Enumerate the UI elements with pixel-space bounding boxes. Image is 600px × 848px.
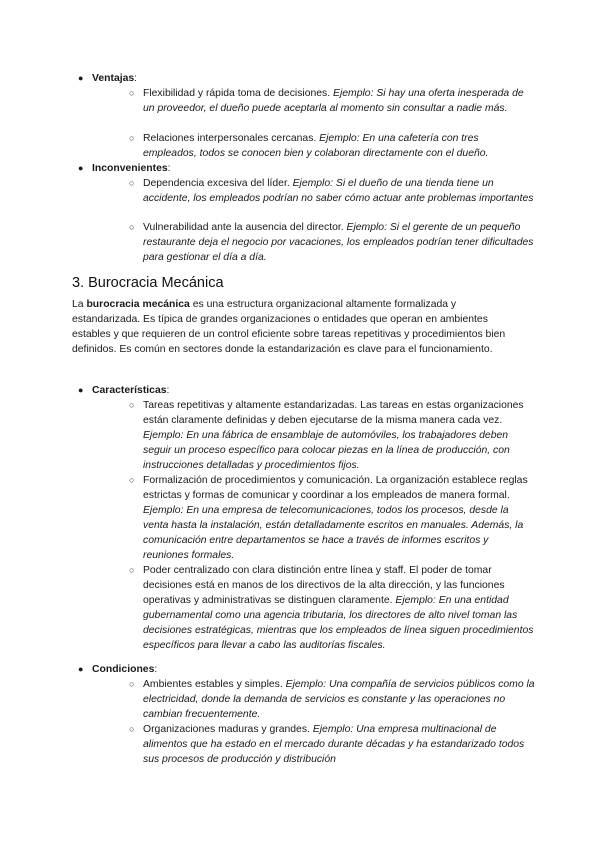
condiciones-heading: ● Condiciones: (78, 664, 158, 675)
circle-bullet-icon: ○ (129, 679, 135, 689)
list-item: ○ Poder centralizado con clara distinción entre línea y staff. El poder de tomar decisiones está en manos de los directivos de la alta dirección, y las funciones operativas y administrativas se distinguen claramente. Ejemplo: En una entidad gubernamental como una agencia tributaria, los directores de alto nivel toman las decisiones estratégicas, mientras que los empleados de línea siguen procedimientos específicos para llevar a cabo las auditorías fiscales. (129, 565, 534, 651)
caracteristicas-heading: ● Características: (78, 385, 170, 396)
list-item: ○ Flexibilidad y rápida toma de decisiones. Ejemplo: Si hay una oferta inesperada de un proveedor, el dueño puede aceptarla al momento sin consultar a nadie más. (129, 88, 524, 114)
circle-bullet-icon: ○ (129, 724, 135, 734)
section-heading: 3. Burocracia Mecánica (72, 275, 224, 291)
list-item: ○ Dependencia excesiva del líder. Ejemplo: Si el dueño de una tienda tiene un accidente, los empleados podrían no saber cómo actuar ante problemas importantes (129, 178, 534, 204)
list-item: ○ Formalización de procedimientos y comunicación. La organización establece reglas estrictas y formas de comunicar y coordinar a los empleados de manera formal. Ejemplo: En una empresa de telecomunicaciones, todos los procesos, desde la venta hasta la instalación, están detalladamente escritos en manuales. Además, la comunicación entre departamentos se hace a través de informes escritos y reuniones formales. (129, 475, 528, 561)
list-item: ○ Ambientes estables y simples. Ejemplo: Una compañía de servicios públicos como la electricidad, donde la demanda de servicios es constante y las operaciones no cambian frecuentemente. (129, 679, 535, 720)
circle-bullet-icon: ○ (129, 88, 135, 98)
bullet-icon: ● (78, 385, 84, 395)
list-item: ○ Tareas repetitivas y altamente estandarizadas. Las tareas en estas organizaciones están claramente definidas y deben ejecutarse de la misma manera cada vez. Ejemplo: En una fábrica de ensamblaje de automóviles, los trabajadores deben seguir un proceso específico para colocar piezas en la línea de producción, con instrucciones detalladas y procedimientos fijos. (129, 400, 524, 471)
intro-paragraph: La burocracia mecánica es una estructura organizacional altamente formalizada y estandarizada. Es típica de grandes organizaciones o entidades que operan en ambientes estables y que requieren de un control eficiente sobre tareas repetitivas y procedimientos bien definidos. Es común en sectores donde la estandarización es clave para el funcionamiento. (72, 299, 506, 355)
list-item: ○ Organizaciones maduras y grandes. Ejemplo: Una empresa multinacional de alimentos que ha estado en el mercado durante décadas y ha estandarizado todos sus procesos de producción y distribución (129, 724, 525, 765)
bullet-icon: ● (78, 664, 84, 674)
ventajas-heading: ● Ventajas: (78, 73, 138, 84)
circle-bullet-icon: ○ (129, 475, 135, 485)
list-item: ○ Relaciones interpersonales cercanas. Ejemplo: En una cafetería con tres empleados, todos se conocen bien y colaboran directamente con el dueño. (129, 133, 489, 159)
bullet-icon: ● (78, 73, 84, 83)
circle-bullet-icon: ○ (129, 178, 135, 188)
bullet-icon: ● (78, 163, 84, 173)
circle-bullet-icon: ○ (129, 222, 135, 232)
circle-bullet-icon: ○ (129, 133, 135, 143)
circle-bullet-icon: ○ (129, 565, 135, 575)
inconvenientes-heading: ● Inconvenientes: (78, 163, 171, 174)
list-item: ○ Vulnerabilidad ante la ausencia del director. Ejemplo: Si el gerente de un pequeño restaurante deja el negocio por vacaciones, los empleados podrían tener dificultades para gestionar el día a día. (129, 222, 534, 263)
circle-bullet-icon: ○ (129, 400, 135, 410)
